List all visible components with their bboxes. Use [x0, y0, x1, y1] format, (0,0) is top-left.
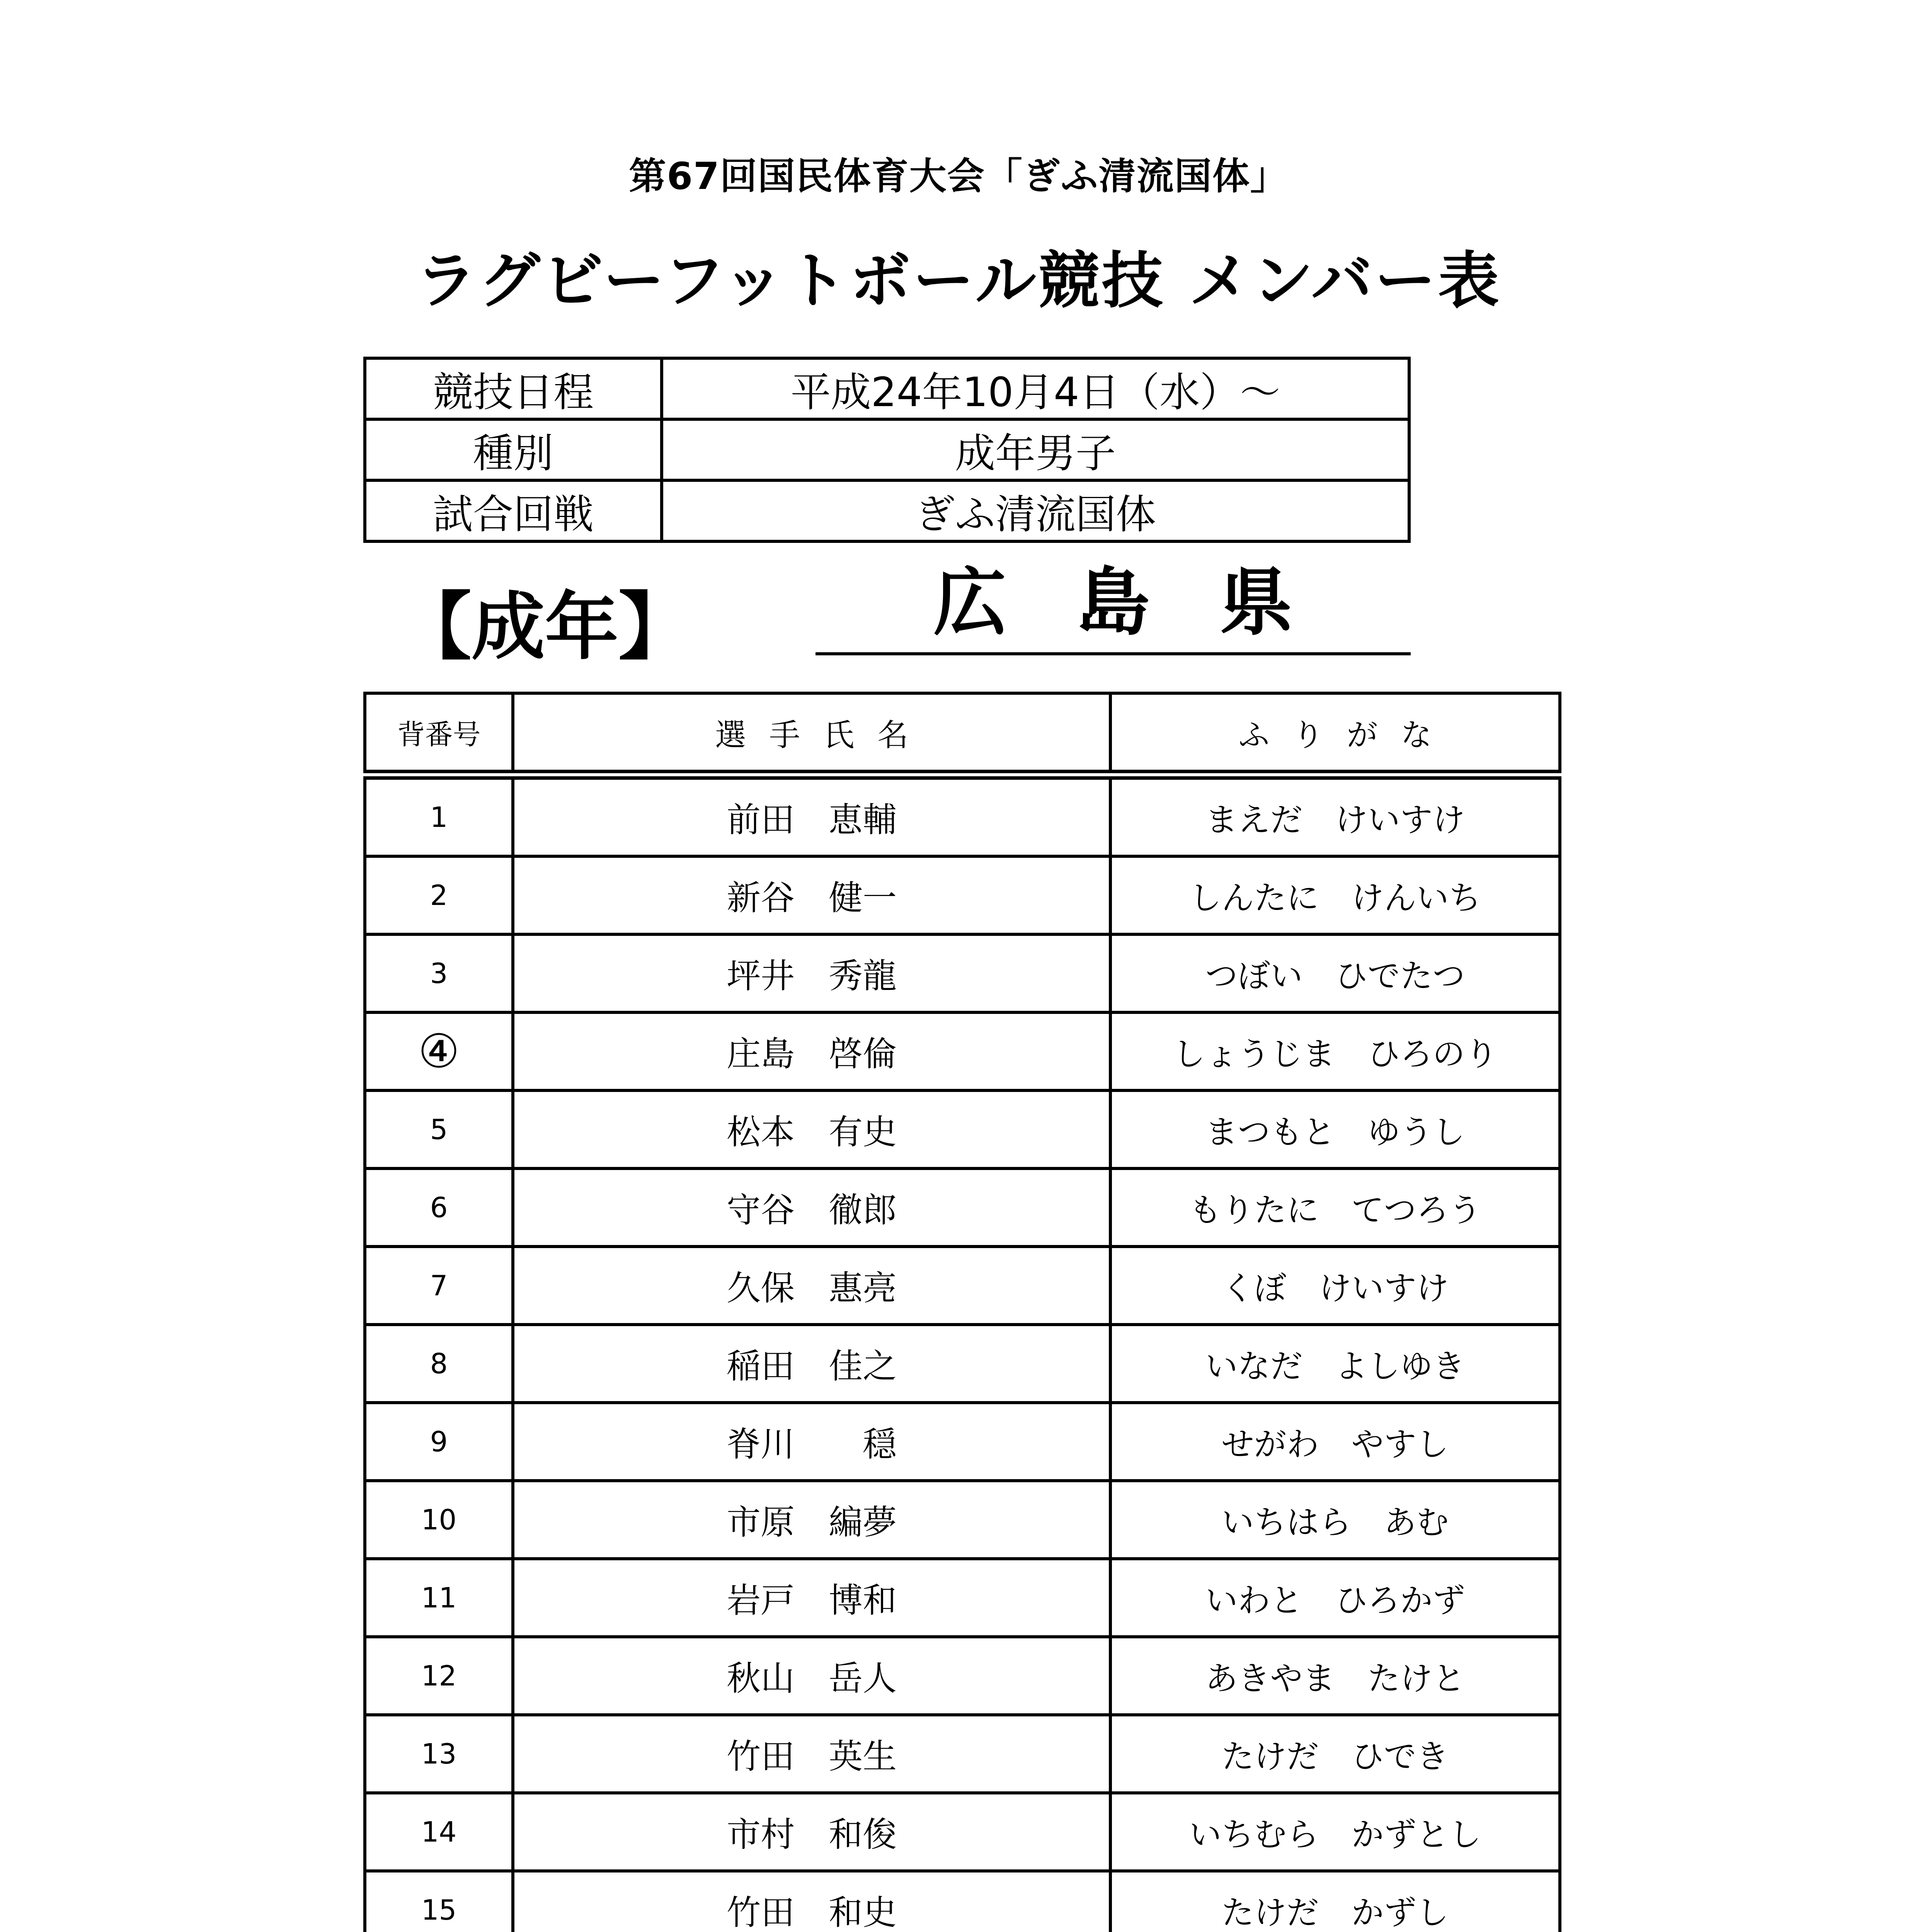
table-row — [365, 1012, 1560, 1090]
player-number: 8 — [365, 1325, 513, 1403]
player-name: 坪井 秀龍 — [513, 934, 1110, 1012]
player-name: 守谷 徹郎 — [513, 1168, 1110, 1247]
player-number: 9 — [365, 1403, 513, 1481]
player-furigana: いわと ひろかず — [1110, 1559, 1560, 1637]
player-furigana: たけだ かずし — [1110, 1871, 1560, 1932]
table-row — [365, 934, 1560, 1012]
player-furigana: まえだ けいすけ — [1110, 775, 1560, 856]
player-name: 秋山 岳人 — [513, 1637, 1110, 1715]
table-row — [365, 775, 1560, 856]
player-furigana: まつもと ゆうし — [1110, 1090, 1560, 1168]
document-title: ラグビーフットボール競技 メンバー表 — [415, 245, 1502, 316]
info-value: 成年男子 — [662, 419, 1409, 480]
info-row — [365, 358, 1409, 419]
player-number: 10 — [365, 1481, 513, 1559]
player-number: ④ — [365, 1012, 513, 1090]
table-row — [365, 1715, 1560, 1793]
player-furigana: たけだ ひでき — [1110, 1715, 1560, 1793]
prefecture-name: 広島県 — [933, 560, 1362, 645]
info-label: 競技日程 — [365, 358, 662, 419]
player-furigana: くぼ けいすけ — [1110, 1247, 1560, 1325]
table-row — [365, 1871, 1560, 1932]
info-table — [363, 357, 1411, 543]
player-name: 市原 編夢 — [513, 1481, 1110, 1559]
table-row — [365, 1325, 1560, 1403]
roster-table — [363, 692, 1561, 1932]
table-row — [365, 1168, 1560, 1247]
player-furigana: もりたに てつろう — [1110, 1168, 1560, 1247]
player-number: 13 — [365, 1715, 513, 1793]
table-row — [365, 1559, 1560, 1637]
player-number: 7 — [365, 1247, 513, 1325]
player-name: 新谷 健一 — [513, 856, 1110, 934]
info-value: 平成24年10月4日（水）～ — [662, 358, 1409, 419]
player-number: 14 — [365, 1793, 513, 1871]
table-row — [365, 1481, 1560, 1559]
player-name: 久保 惠亮 — [513, 1247, 1110, 1325]
player-furigana: いちむら かずとし — [1110, 1793, 1560, 1871]
player-furigana: あきやま たけと — [1110, 1637, 1560, 1715]
info-row — [365, 480, 1409, 541]
player-furigana: いちはら あむ — [1110, 1481, 1560, 1559]
player-number: 12 — [365, 1637, 513, 1715]
info-label: 種別 — [365, 419, 662, 480]
roster-body — [365, 775, 1560, 1932]
player-furigana: しょうじま ひろのり — [1110, 1012, 1560, 1090]
category-label: 【成年】 — [398, 584, 692, 670]
player-name: 松本 有史 — [513, 1090, 1110, 1168]
table-row — [365, 1403, 1560, 1481]
header-name: 選手氏名 — [513, 693, 1110, 775]
prefecture-underline — [815, 652, 1411, 655]
player-number: 3 — [365, 934, 513, 1012]
info-label: 試合回戦 — [365, 480, 662, 541]
header-furigana: ふりがな — [1110, 693, 1560, 775]
table-row — [365, 856, 1560, 934]
player-name: 竹田 英生 — [513, 1715, 1110, 1793]
player-name: 前田 恵輔 — [513, 775, 1110, 856]
player-name: 庄島 啓倫 — [513, 1012, 1110, 1090]
event-subtitle: 第67回国民体育大会「ぎふ清流国体」 — [629, 155, 1288, 198]
player-name: 脊川 穏 — [513, 1403, 1110, 1481]
player-furigana: しんたに けんいち — [1110, 856, 1560, 934]
table-row — [365, 1090, 1560, 1168]
player-number: 1 — [365, 775, 513, 856]
player-number: 6 — [365, 1168, 513, 1247]
player-name: 稲田 佳之 — [513, 1325, 1110, 1403]
player-number: 5 — [365, 1090, 513, 1168]
player-furigana: いなだ よしゆき — [1110, 1325, 1560, 1403]
player-number: 15 — [365, 1871, 513, 1932]
player-number: 11 — [365, 1559, 513, 1637]
table-row — [365, 1793, 1560, 1871]
player-number: 2 — [365, 856, 513, 934]
header-number: 背番号 — [365, 693, 513, 775]
player-name: 岩戸 博和 — [513, 1559, 1110, 1637]
player-furigana: せがわ やすし — [1110, 1403, 1560, 1481]
player-name: 竹田 和史 — [513, 1871, 1110, 1932]
info-value: ぎふ清流国体 — [662, 480, 1409, 541]
table-row — [365, 1637, 1560, 1715]
player-name: 市村 和俊 — [513, 1793, 1110, 1871]
info-row — [365, 419, 1409, 480]
player-furigana: つぼい ひでたつ — [1110, 934, 1560, 1012]
roster-header-row — [365, 693, 1560, 775]
table-row — [365, 1247, 1560, 1325]
